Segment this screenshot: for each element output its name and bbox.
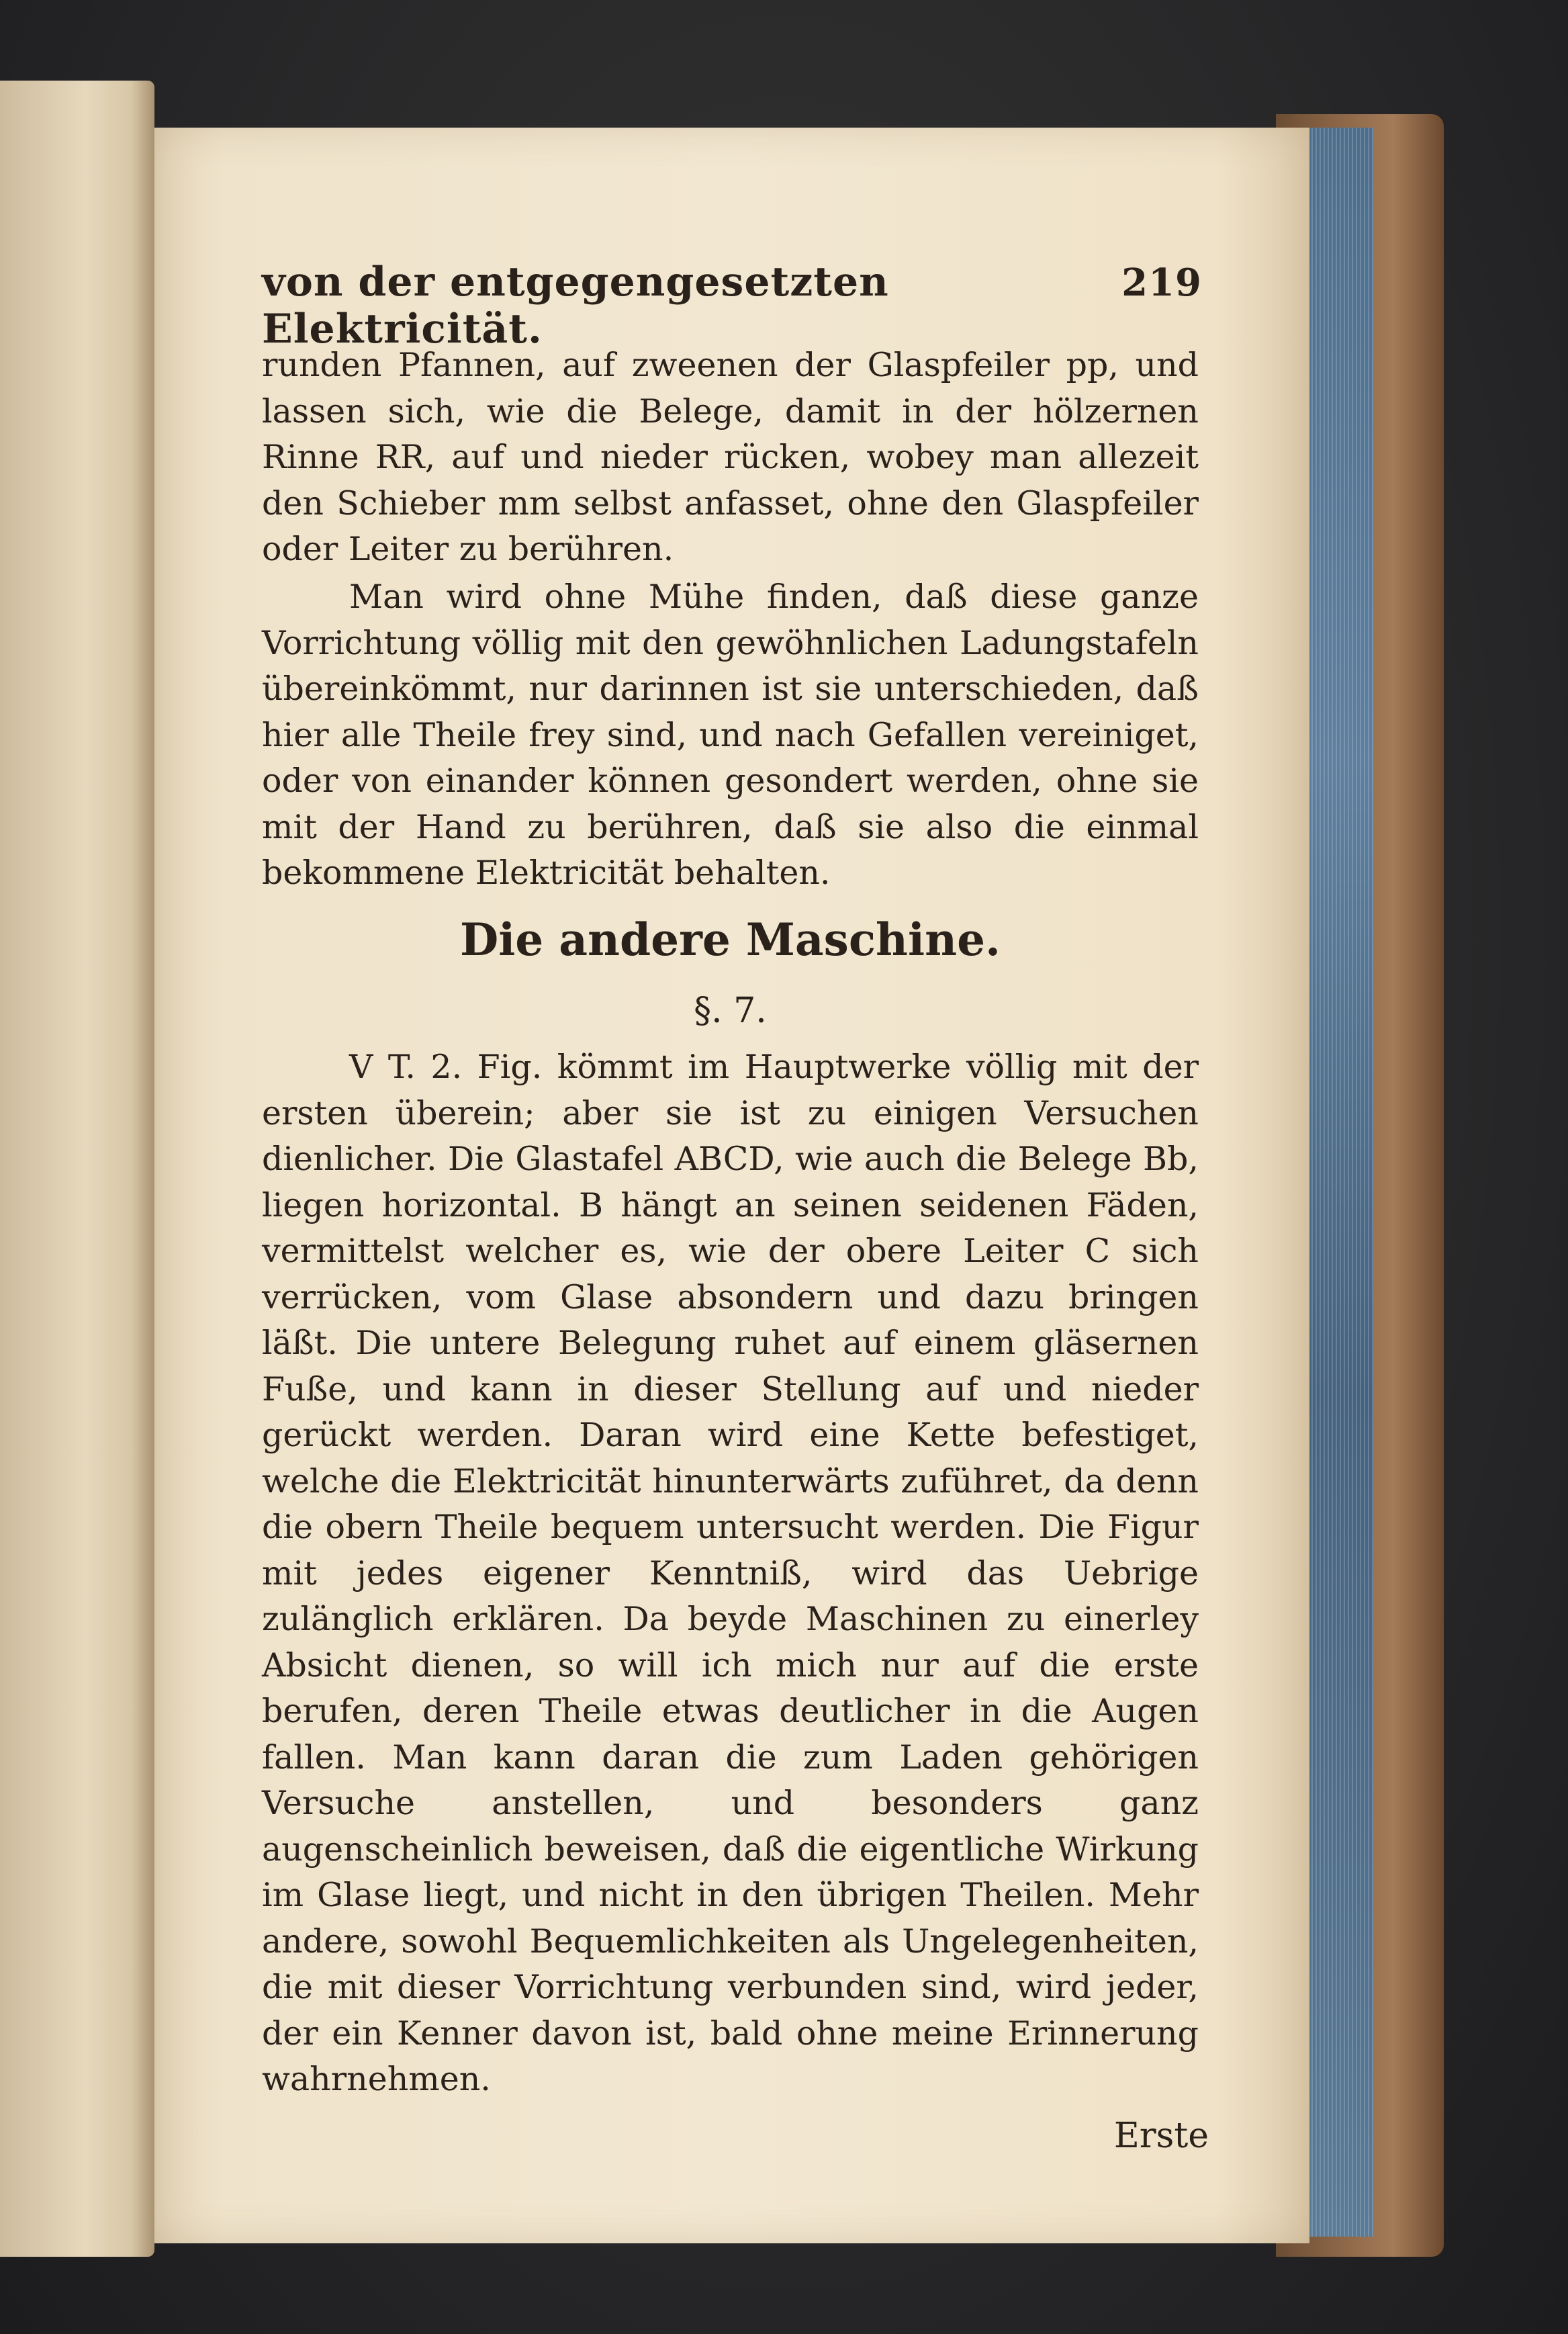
- running-header: [262, 259, 1202, 353]
- page-fore-edge: [1299, 128, 1373, 2237]
- book-page: [154, 128, 1309, 2243]
- running-head-title: von der entgegengesetzten Elektricität.: [262, 259, 889, 353]
- paragraph-2: Man wird ohne Mühe finden, daß diese ganze Vorrichtung völlig mit den gewöhnlichen Ladungstafeln übereinkömmt, nur darinnen ist sie unterschieden, daß hier alle Theile frey sind, und nach Gefallen vereiniget, oder von einander können gesondert werden, ohne sie mit der Hand zu berühren, daß sie also die einmal bekommene Elektricität behalten.: [262, 578, 1199, 892]
- section-number: §. 7.: [694, 991, 767, 1031]
- catchword: Erste: [1113, 2116, 1209, 2156]
- paragraph-3: V T. 2. Fig. kömmt im Hauptwerke völlig mit der ersten überein; aber sie ist zu einigen Versuchen dienlicher. Die Glastafel ABCD, wie auch die Belege Bb, liegen horizontal. B hängt an seinen seidenen Fäden, vermittelst welcher es, wie der obere Leiter C sich verrücken, vom Glase absondern und dazu bringen läßt. Die untere Belegung ruhet auf einem gläsernen Fuße, und kann in dieser Stellung auf und nieder gerückt werden. Daran wird eine Kette befestiget, welche die Elektricität hinunterwärts zuführet, da denn die obern Theile bequem untersucht werden. Die Figur mit jedes eigener Kenntniß, wird das Uebrige zulänglich erklären. Da beyde Maschinen zu einerley Absicht dienen, so will ich mich nur auf die erste berufen, deren Theile etwas deutlicher in die Augen fallen. Man kann daran die zum Laden gehörigen Versuche anstellen, und besonders ganz augenscheinlich beweisen, daß die eigentliche Wirkung im Glase liegt, und nicht in den übrigen Theilen. Mehr andere, sowohl Bequemlichkeiten als Ungelegenheiten, die mit dieser Vorrichtung verbunden sind, wird jeder, der ein Kenner davon ist, bald ohne meine Erinnerung wahrnehmen.: [262, 1048, 1199, 2098]
- section-title: Die andere Maschine.: [459, 913, 1001, 966]
- facing-page-edge: [0, 81, 154, 2257]
- page-number: 219: [1121, 261, 1202, 305]
- paragraph-1: runden Pfannen, auf zweenen der Glaspfeiler pp, und lassen sich, wie die Belege, damit in der hölzernen Rinne RR, auf und nieder rücken, wobey man allezeit den Schieber mm selbst anfasset, ohne den Glaspfeiler oder Leiter zu berühren.: [262, 346, 1199, 568]
